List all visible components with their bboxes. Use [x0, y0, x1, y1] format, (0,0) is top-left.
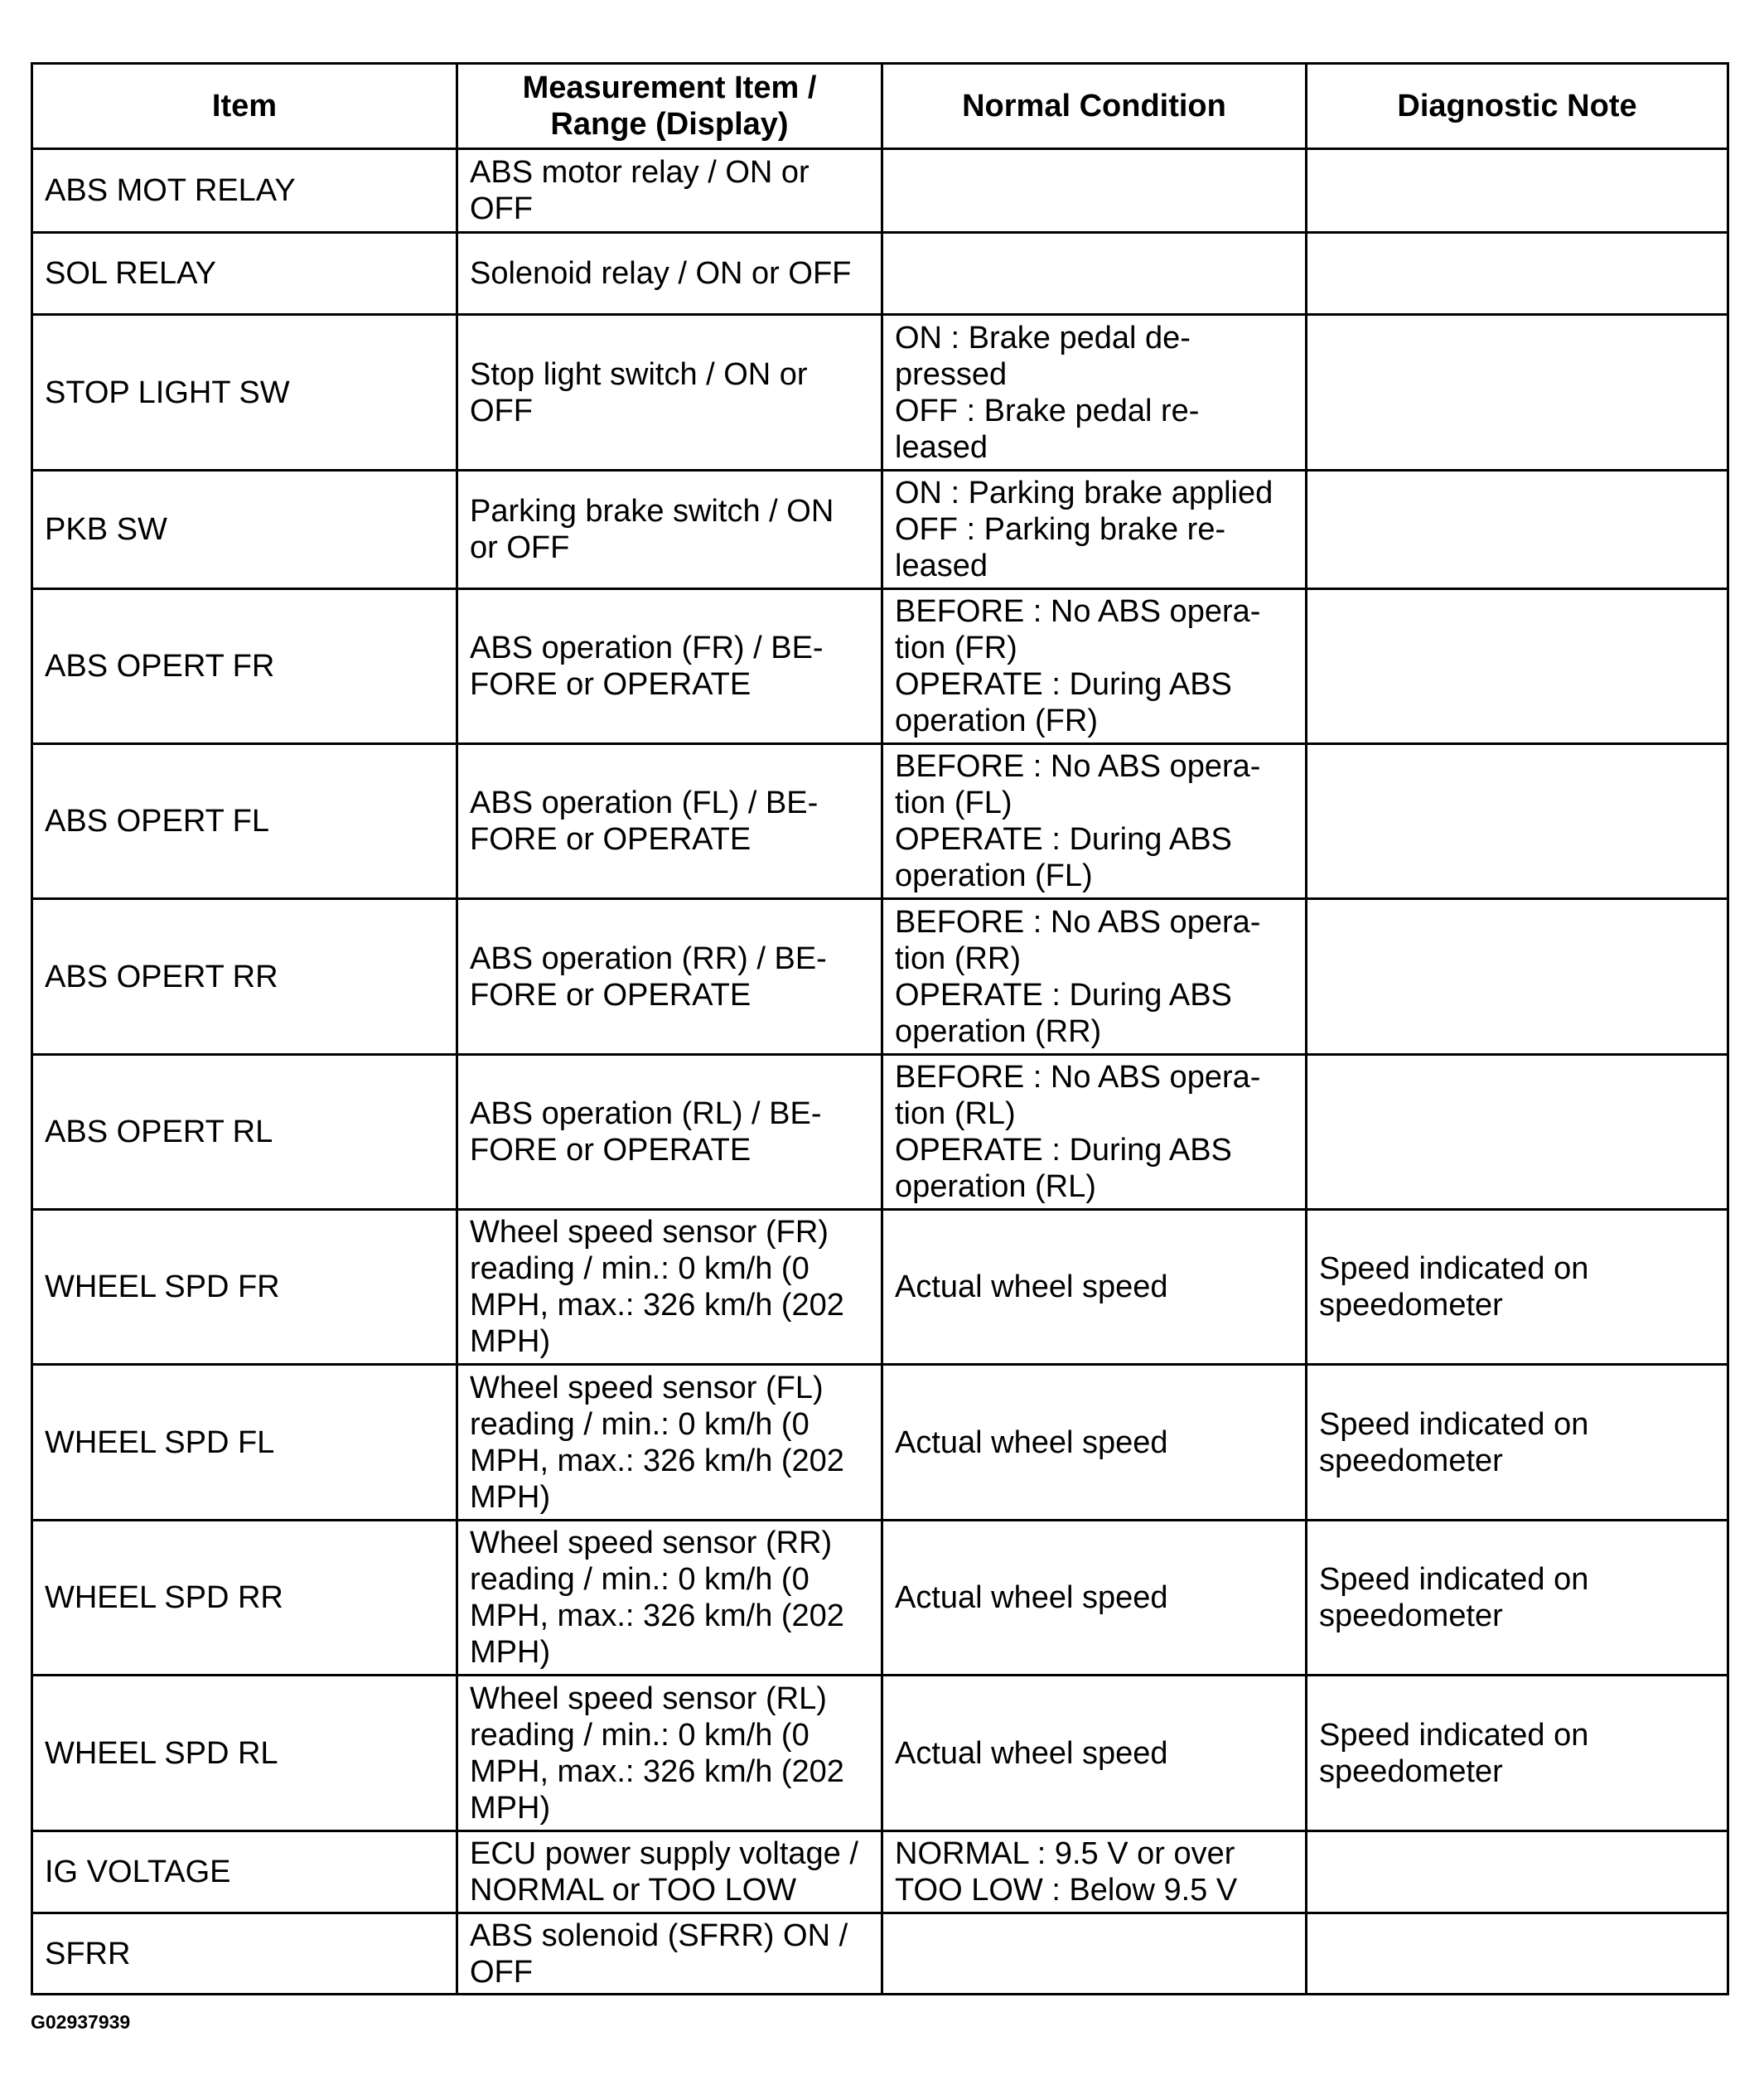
figure-code: G02937939: [31, 2011, 131, 2033]
cell-item: WHEEL SPD RR: [32, 1521, 457, 1676]
cell-diagnostic-note: Speed indicated on speedometer: [1307, 1676, 1728, 1831]
cell-normal-condition: [882, 1913, 1307, 1995]
cell-diagnostic-note: [1307, 471, 1728, 589]
table-row: [32, 744, 1728, 899]
cell-measurement: Wheel speed sensor (FL) reading / min.: 0 km/h (0 MPH, max.: 326 km/h (202 MPH): [457, 1365, 882, 1521]
cell-normal-condition: BEFORE : No ABS opera- tion (FR) OPERATE : During ABS operation (FR): [882, 589, 1307, 744]
cell-measurement: Wheel speed sensor (RL) reading / min.: 0 km/h (0 MPH, max.: 326 km/h (202 MPH): [457, 1676, 882, 1831]
cell-measurement: ABS operation (FR) / BE- FORE or OPERATE: [457, 589, 882, 744]
cell-measurement: ABS motor relay / ON or OFF: [457, 149, 882, 233]
table-row: [32, 149, 1728, 233]
cell-measurement: Solenoid relay / ON or OFF: [457, 233, 882, 315]
cell-diagnostic-note: [1307, 744, 1728, 899]
cell-normal-condition: ON : Brake pedal de- pressed OFF : Brake pedal re- leased: [882, 315, 1307, 471]
table-row: [32, 1676, 1728, 1831]
cell-item: SFRR: [32, 1913, 457, 1995]
table-row: [32, 1210, 1728, 1365]
cell-normal-condition: NORMAL : 9.5 V or over TOO LOW : Below 9.5 V: [882, 1831, 1307, 1913]
cell-diagnostic-note: [1307, 149, 1728, 233]
cell-normal-condition: Actual wheel speed: [882, 1521, 1307, 1676]
cell-normal-condition: Actual wheel speed: [882, 1676, 1307, 1831]
cell-item: WHEEL SPD FL: [32, 1365, 457, 1521]
table-row: [32, 471, 1728, 589]
cell-normal-condition: BEFORE : No ABS opera- tion (FL) OPERATE : During ABS operation (FL): [882, 744, 1307, 899]
cell-measurement: ABS operation (FL) / BE- FORE or OPERATE: [457, 744, 882, 899]
cell-item: WHEEL SPD RL: [32, 1676, 457, 1831]
cell-measurement: Parking brake switch / ON or OFF: [457, 471, 882, 589]
cell-normal-condition: [882, 149, 1307, 233]
cell-normal-condition: Actual wheel speed: [882, 1210, 1307, 1365]
header-normal-condition: Normal Condition: [882, 64, 1307, 149]
cell-diagnostic-note: Speed indicated on speedometer: [1307, 1210, 1728, 1365]
header-item: Item: [32, 64, 457, 149]
cell-diagnostic-note: [1307, 315, 1728, 471]
table-row: [32, 589, 1728, 744]
table-row: [32, 1055, 1728, 1210]
cell-diagnostic-note: [1307, 1913, 1728, 1995]
cell-item: ABS OPERT RR: [32, 899, 457, 1055]
cell-item: SOL RELAY: [32, 233, 457, 315]
cell-normal-condition: ON : Parking brake applied OFF : Parking brake re- leased: [882, 471, 1307, 589]
cell-item: ABS OPERT RL: [32, 1055, 457, 1210]
cell-diagnostic-note: [1307, 1831, 1728, 1913]
cell-item: WHEEL SPD FR: [32, 1210, 457, 1365]
table-row: [32, 315, 1728, 471]
table-row: [32, 1521, 1728, 1676]
cell-diagnostic-note: Speed indicated on speedometer: [1307, 1521, 1728, 1676]
diagnostic-data-table: [31, 62, 1729, 1995]
table-row: [32, 899, 1728, 1055]
cell-normal-condition: [882, 233, 1307, 315]
cell-item: PKB SW: [32, 471, 457, 589]
cell-diagnostic-note: [1307, 899, 1728, 1055]
cell-measurement: ABS operation (RR) / BE- FORE or OPERATE: [457, 899, 882, 1055]
cell-diagnostic-note: Speed indicated on speedometer: [1307, 1365, 1728, 1521]
table-row: [32, 1913, 1728, 1995]
cell-normal-condition: BEFORE : No ABS opera- tion (RR) OPERATE : During ABS operation (RR): [882, 899, 1307, 1055]
table-row: [32, 1831, 1728, 1913]
cell-measurement: Wheel speed sensor (FR) reading / min.: 0 km/h (0 MPH, max.: 326 km/h (202 MPH): [457, 1210, 882, 1365]
header-measurement-item: Measurement Item / Range (Display): [457, 64, 882, 149]
cell-measurement: Stop light switch / ON or OFF: [457, 315, 882, 471]
cell-measurement: ABS solenoid (SFRR) ON / OFF: [457, 1913, 882, 1995]
cell-item: ABS OPERT FR: [32, 589, 457, 744]
cell-item: ABS MOT RELAY: [32, 149, 457, 233]
cell-item: IG VOLTAGE: [32, 1831, 457, 1913]
cell-diagnostic-note: [1307, 1055, 1728, 1210]
cell-item: ABS OPERT FL: [32, 744, 457, 899]
cell-measurement: Wheel speed sensor (RR) reading / min.: 0 km/h (0 MPH, max.: 326 km/h (202 MPH): [457, 1521, 882, 1676]
cell-diagnostic-note: [1307, 589, 1728, 744]
cell-item: STOP LIGHT SW: [32, 315, 457, 471]
cell-diagnostic-note: [1307, 233, 1728, 315]
table-row: [32, 1365, 1728, 1521]
table-row: [32, 233, 1728, 315]
header-diagnostic-note: Diagnostic Note: [1307, 64, 1728, 149]
table-header-row: [32, 64, 1728, 149]
cell-measurement: ECU power supply voltage / NORMAL or TOO LOW: [457, 1831, 882, 1913]
cell-normal-condition: Actual wheel speed: [882, 1365, 1307, 1521]
cell-normal-condition: BEFORE : No ABS opera- tion (RL) OPERATE : During ABS operation (RL): [882, 1055, 1307, 1210]
cell-measurement: ABS operation (RL) / BE- FORE or OPERATE: [457, 1055, 882, 1210]
